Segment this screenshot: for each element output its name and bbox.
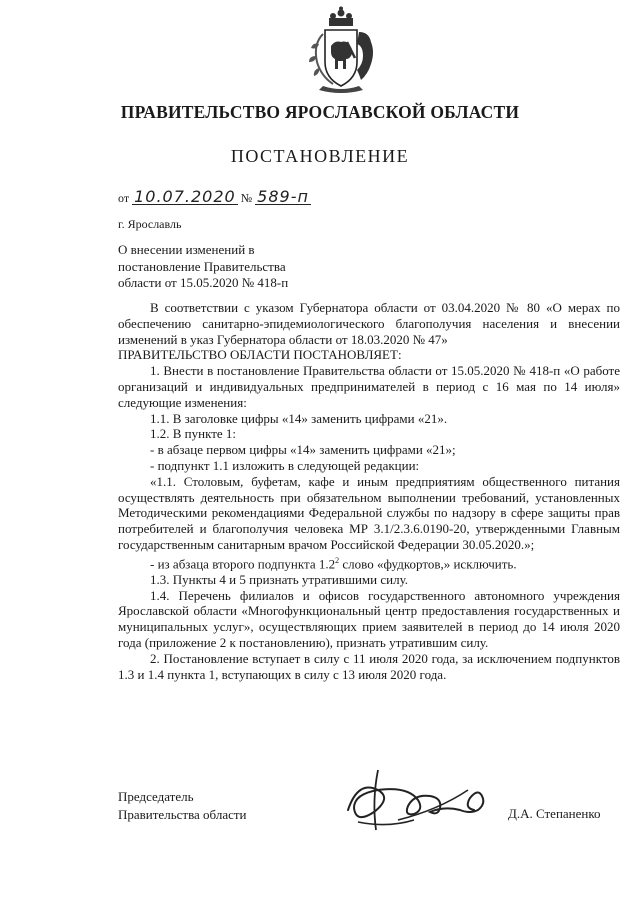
body-paragraph: - в абзаце первом цифры «14» заменить цифрами «21»; [150, 442, 456, 458]
document-date-line [118, 187, 311, 206]
subject-line: области от 15.05.2020 № 418-п [118, 275, 289, 290]
document-number: 589-п [257, 187, 309, 206]
body-paragraph: 1.2. В пункте 1: [150, 426, 237, 442]
document-body [118, 300, 620, 682]
body-paragraph: «1.1. Столовым, буфетам, кафе и иным предприятиям общественного питания осуществлять деятельность при обязательном выполнении требований, установленных Методическими рекомендациями Федеральной службы по надзору в сфере защиты прав потребителей и благополучия человека МР 3.1/2.3.6.0190-20, утвержденными Главным государственным санитарным врачом Российской Федерации 30.05.2020.»; [118, 473, 620, 552]
document-type: ПОСТАНОВЛЕНИЕ [230, 146, 410, 166]
body-paragraph: В соответствии с указом Губернатора области от 03.04.2020 № 80 «О мерах по обеспечению санитарно-эпидемиологического благополучия населения и внесении изменений в указ Губернатора области от 18.03.2020 № 47» [118, 300, 620, 347]
signer-title-line: Председатель [118, 789, 194, 804]
date-prefix: от [118, 191, 130, 205]
handwritten-signature-icon [338, 760, 513, 840]
resolution-heading: ПРАВИТЕЛЬСТВО ОБЛАСТИ ПОСТАНОВЛЯЕТ: [118, 347, 402, 363]
city-name: г. Ярославль [118, 217, 182, 231]
yaroslavl-coat-of-arms-icon [297, 6, 385, 94]
number-prefix: № [240, 191, 253, 205]
body-paragraph [118, 553, 620, 572]
government-title: ПРАВИТЕЛЬСТВО ЯРОСЛАВСКОЙ ОБЛАСТИ [120, 102, 520, 122]
subject-line: постановление Правительства [118, 258, 286, 274]
paragraph-text: слово «фудкортов,» исключить. [339, 556, 517, 572]
signer-title-line: Правительства области [118, 807, 247, 822]
body-paragraph: 1.4. Перечень филиалов и офисов государственного автономного учреждения Ярославской области «Многофункциональный центр предоставления государственных и муниципальных услуг», осуществляющих прием заявителей в период до 14 июля 2020 года (приложение 2 к постановлению), признать утратившим силу. [118, 587, 620, 651]
subject-line: О внесении изменений в [118, 242, 255, 257]
body-paragraph: 1.1. В заголовке цифры «14» заменить цифрами «21». [150, 410, 448, 426]
body-paragraph: 1. Внести в постановление Правительства области от 15.05.2020 № 418-п «О работе организаций и индивидуальных предпринимателей в период с 16 мая по 14 июля» следующие изменения: [118, 363, 620, 410]
body-paragraph: 2. Постановление вступает в силу с 11 июля 2020 года, за исключением подпунктов 1.3 и 1.4 пункта 1, вступающих в силу с 13 июля 2020 года. [118, 650, 620, 682]
body-paragraph: - подпункт 1.1 изложить в следующей редакции: [150, 457, 420, 473]
paragraph-text: - из абзаца второго подпункта 1.2 [150, 556, 336, 572]
superscript: 2 [335, 555, 340, 565]
body-paragraph: 1.3. Пункты 4 и 5 признать утратившими силу. [150, 571, 409, 587]
signer-title [118, 788, 247, 824]
signer-name: Д.А. Степаненко [508, 806, 601, 821]
document-subject [118, 242, 318, 292]
document-date: 10.07.2020 [134, 187, 236, 206]
